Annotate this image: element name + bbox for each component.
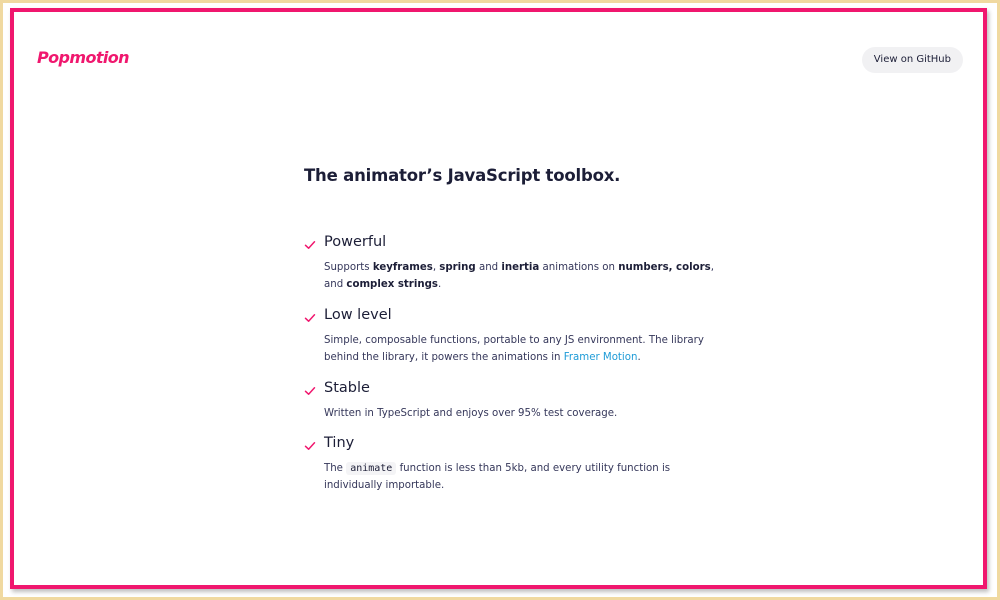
feature-item-powerful bbox=[304, 234, 734, 307]
feature-description: Supports keyframes, spring and inertia animations on numbers, colors, and complex strings. bbox=[324, 262, 714, 290]
feature-title: Tiny bbox=[324, 435, 355, 451]
feature-description: The animate function is less than 5kb, and every utility function is individually importable. bbox=[324, 463, 671, 491]
check-icon bbox=[304, 440, 316, 452]
feature-description: Simple, composable functions, portable to any JS environment. The library behind the library, it powers the animations in Framer Motion. bbox=[324, 335, 704, 363]
feature-title: Powerful bbox=[324, 234, 387, 250]
feature-list bbox=[304, 234, 734, 494]
feature-item-stable bbox=[304, 380, 734, 435]
feature-item-tiny bbox=[304, 435, 734, 494]
feature-title: Low level bbox=[324, 307, 392, 323]
check-icon bbox=[304, 239, 316, 251]
page-tagline: The animator’s JavaScript toolbox. bbox=[304, 166, 621, 185]
framer-motion-link[interactable]: Framer Motion bbox=[563, 352, 638, 363]
code-snippet: animate bbox=[346, 462, 396, 475]
brand-logo[interactable]: Popmotion bbox=[37, 48, 129, 67]
feature-title: Stable bbox=[324, 380, 370, 396]
page-frame bbox=[10, 8, 987, 589]
check-icon bbox=[304, 385, 316, 397]
feature-description: Written in TypeScript and enjoys over 95% test coverage. bbox=[324, 408, 618, 419]
view-on-github-button[interactable]: View on GitHub bbox=[862, 47, 963, 73]
feature-item-low-level bbox=[304, 307, 734, 380]
check-icon bbox=[304, 312, 316, 324]
